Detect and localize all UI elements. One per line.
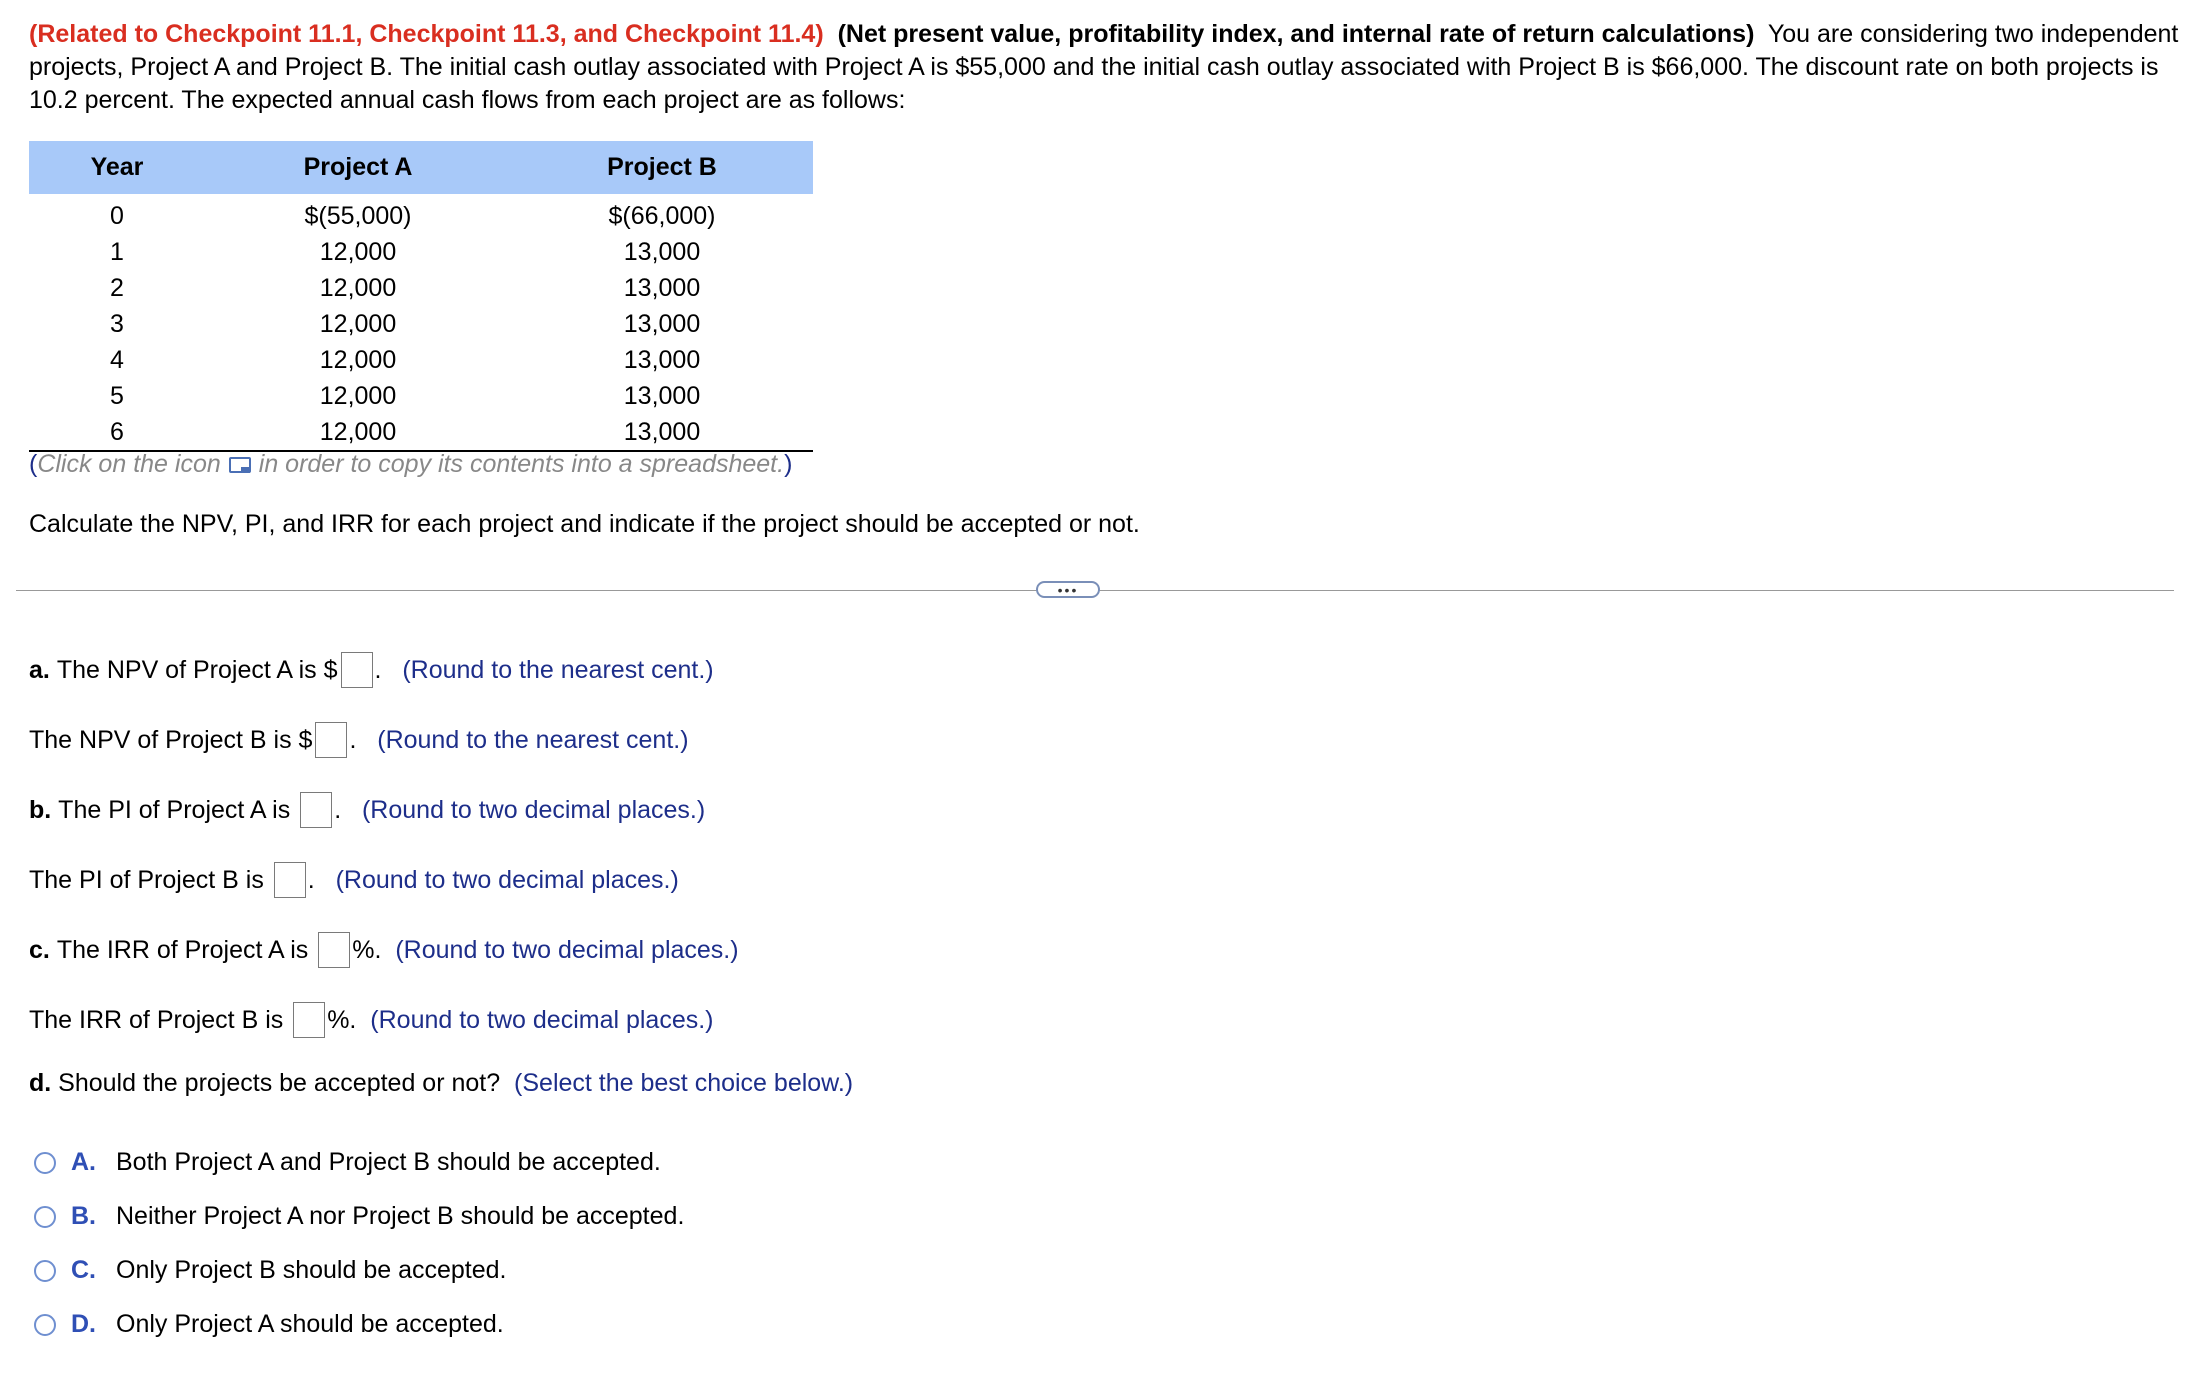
cell-year: 5 bbox=[110, 381, 124, 410]
radio-button[interactable] bbox=[34, 1260, 56, 1282]
table-row bbox=[29, 270, 813, 306]
cell-project-a: 12,000 bbox=[319, 381, 397, 410]
choice-letter: D. bbox=[71, 1310, 96, 1338]
choice-letter: C. bbox=[71, 1256, 96, 1284]
cell-project-b: 13,000 bbox=[623, 273, 701, 302]
accept-question-text: Should the projects be accepted or not? bbox=[58, 1069, 501, 1097]
cell-project-b: 13,000 bbox=[623, 345, 701, 374]
cash-flow-table bbox=[29, 141, 813, 452]
pi-b-text: The PI of Project B is bbox=[29, 865, 264, 894]
pi-a-period: . bbox=[334, 795, 342, 824]
copy-instruction bbox=[29, 450, 792, 479]
radio-button[interactable] bbox=[34, 1206, 56, 1228]
npv-a-input[interactable] bbox=[341, 652, 373, 688]
npv-b-period: . bbox=[349, 725, 357, 754]
question-topic: (Net present value, profitability index, and internal rate of return calculations) bbox=[837, 20, 1755, 48]
table-row bbox=[29, 194, 813, 234]
cell-project-b: 13,000 bbox=[623, 381, 701, 410]
cell-project-b: 13,000 bbox=[511, 414, 813, 451]
accept-question-hint: (Select the best choice below.) bbox=[514, 1069, 854, 1097]
table-row bbox=[29, 306, 813, 342]
cell-year: 1 bbox=[110, 237, 124, 266]
part-b-pi-a bbox=[29, 792, 705, 828]
pi-a-hint: (Round to two decimal places.) bbox=[361, 795, 706, 824]
part-b-label: b. bbox=[29, 795, 52, 824]
copy-to-spreadsheet-icon[interactable] bbox=[229, 457, 251, 473]
irr-a-percent: %. bbox=[352, 935, 382, 964]
pi-b-hint: (Round to two decimal places.) bbox=[335, 865, 679, 894]
cell-project-b: 13,000 bbox=[623, 237, 701, 266]
note-open-paren: ( bbox=[29, 450, 38, 478]
cell-project-a: 12,000 bbox=[319, 345, 397, 374]
part-c-irr-b bbox=[29, 1002, 714, 1038]
cell-project-a: 12,000 bbox=[319, 237, 397, 266]
choice-d[interactable] bbox=[34, 1310, 504, 1339]
table-row bbox=[29, 414, 813, 451]
cell-project-a: 12,000 bbox=[319, 273, 397, 302]
note-text-after: in order to copy its contents into a spreadsheet. bbox=[258, 450, 785, 478]
table-header-row bbox=[29, 141, 813, 194]
cell-project-b: 13,000 bbox=[623, 309, 701, 338]
cell-year: 2 bbox=[110, 273, 124, 302]
part-c-label: c. bbox=[29, 935, 50, 964]
irr-b-percent: %. bbox=[327, 1005, 357, 1034]
irr-a-hint: (Round to two decimal places.) bbox=[395, 935, 739, 964]
cell-year: 0 bbox=[110, 201, 124, 230]
header-project-a: Project A bbox=[205, 141, 511, 194]
instruction-text: Calculate the NPV, PI, and IRR for each project and indicate if the project should be accepted or not. bbox=[29, 510, 1140, 538]
part-c-irr-a bbox=[29, 932, 739, 968]
choice-b[interactable] bbox=[34, 1202, 684, 1231]
part-a-npv-a bbox=[29, 652, 714, 688]
part-d-label: d. bbox=[29, 1069, 52, 1097]
irr-b-input[interactable] bbox=[293, 1002, 325, 1038]
npv-b-text: The NPV of Project B is $ bbox=[29, 725, 313, 754]
npv-a-period: . bbox=[374, 655, 382, 684]
header-year: Year bbox=[29, 141, 205, 194]
choice-text: Only Project A should be accepted. bbox=[116, 1310, 504, 1338]
choice-text: Both Project A and Project B should be accepted. bbox=[116, 1148, 661, 1176]
choice-letter: A. bbox=[71, 1148, 96, 1176]
irr-a-input[interactable] bbox=[318, 932, 350, 968]
more-options-button[interactable]: ••• bbox=[1036, 581, 1100, 598]
pi-a-input[interactable] bbox=[300, 792, 332, 828]
npv-a-hint: (Round to the nearest cent.) bbox=[402, 655, 714, 684]
choice-letter: B. bbox=[71, 1202, 96, 1230]
choice-c[interactable] bbox=[34, 1256, 507, 1285]
note-close-paren: ) bbox=[784, 450, 793, 478]
part-a-npv-b bbox=[29, 722, 689, 758]
npv-a-text: The NPV of Project A is $ bbox=[56, 655, 338, 684]
cell-project-a: 12,000 bbox=[319, 309, 397, 338]
cell-project-a: $(55,000) bbox=[304, 201, 412, 230]
pi-a-text: The PI of Project A is bbox=[58, 795, 291, 824]
note-text-before: Click on the icon bbox=[37, 450, 221, 478]
irr-b-text: The IRR of Project B is bbox=[29, 1005, 284, 1034]
pi-b-period: . bbox=[307, 865, 315, 894]
table-row bbox=[29, 378, 813, 414]
pi-b-input[interactable] bbox=[274, 862, 306, 898]
cell-year: 3 bbox=[110, 309, 124, 338]
cell-project-a: 12,000 bbox=[205, 414, 511, 451]
part-b-pi-b bbox=[29, 862, 679, 898]
part-d-question bbox=[29, 1069, 853, 1098]
irr-b-hint: (Round to two decimal places.) bbox=[370, 1005, 714, 1034]
part-a-label: a. bbox=[29, 655, 50, 684]
npv-b-input[interactable] bbox=[315, 722, 347, 758]
choice-text: Only Project B should be accepted. bbox=[116, 1256, 507, 1284]
table-row bbox=[29, 234, 813, 270]
question-body: You are considering two independent projects, Project A and Project B. The initial cash outlay associated with Project A is $55,000 and the initial cash outlay associated with Project B is $66,000. The discount rate on both projects is 10.2 percent. The expected annual cash flows from each project are as follows: bbox=[29, 20, 2179, 114]
choice-text: Neither Project A nor Project B should be accepted. bbox=[116, 1202, 685, 1230]
checkpoint-reference: (Related to Checkpoint 11.1, Checkpoint 11.3, and Checkpoint 11.4) bbox=[29, 20, 824, 48]
cell-year: 4 bbox=[110, 345, 124, 374]
cell-project-b: $(66,000) bbox=[608, 201, 716, 230]
irr-a-text: The IRR of Project A is bbox=[56, 935, 309, 964]
radio-button[interactable] bbox=[34, 1314, 56, 1336]
choice-a[interactable] bbox=[34, 1148, 661, 1177]
cell-year: 6 bbox=[29, 414, 205, 451]
table-row bbox=[29, 342, 813, 378]
header-project-b: Project B bbox=[511, 141, 813, 194]
radio-button[interactable] bbox=[34, 1152, 56, 1174]
question-text bbox=[29, 18, 2179, 117]
npv-b-hint: (Round to the nearest cent.) bbox=[377, 725, 689, 754]
